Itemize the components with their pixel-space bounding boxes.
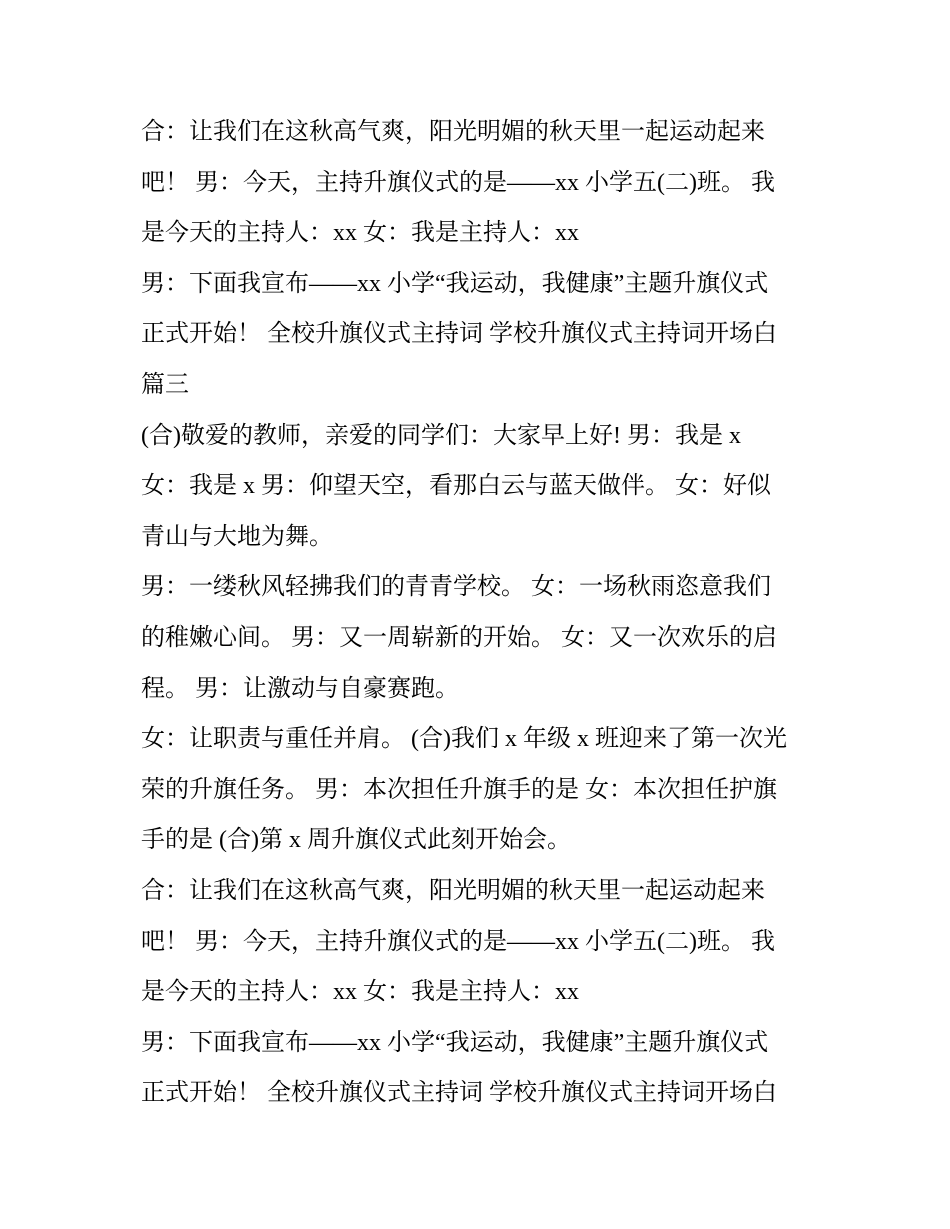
text-line: 女：我是 x 男：仰望天空，看那白云与蓝天做伴。 女：好似	[141, 473, 771, 500]
text-line: 男：下面我宣布——xx 小学“我运动，我健康”主题升旗仪式	[141, 270, 769, 297]
text-line: 合：让我们在这秋高气爽，阳光明媚的秋天里一起运动起来	[141, 119, 765, 145]
text-line: 女：让职责与重任并肩。 (合)我们 x 年级 x 班迎来了第一次光	[141, 726, 787, 753]
text-line: 是今天的主持人：xx 女：我是主持人：xx	[141, 220, 579, 247]
text-line: (合)敬爱的教师，亲爱的同学们：大家早上好! 男：我是 x	[141, 422, 741, 449]
text-line: 正式开始！ 全校升旗仪式主持词 学校升旗仪式主持词开场白	[141, 321, 777, 348]
text-line: 吧！ 男：今天，主持升旗仪式的是——xx 小学五(二)班。 我	[141, 928, 775, 955]
text-line: 合：让我们在这秋高气爽，阳光明媚的秋天里一起运动起来	[141, 877, 765, 904]
text-line: 青山与大地为舞。	[141, 523, 333, 550]
text-line: 荣的升旗任务。 男：本次担任升旗手的是 女：本次担任护旗	[141, 776, 777, 803]
text-line: 程。 男：让激动与自豪赛跑。	[141, 675, 459, 702]
text-line: 的稚嫩心间。 男：又一周崭新的开始。 女：又一次欢乐的启	[141, 624, 777, 651]
text-line: 篇三	[141, 371, 189, 398]
text-line: 是今天的主持人：xx 女：我是主持人：xx	[141, 979, 579, 1006]
text-line: 男：一缕秋风轻拂我们的青青学校。 女：一场秋雨恣意我们	[141, 574, 771, 601]
document-body	[141, 107, 821, 1119]
text-line: 吧！ 男：今天，主持升旗仪式的是——xx 小学五(二)班。 我	[141, 169, 775, 196]
text-line: 男：下面我宣布——xx 小学“我运动，我健康”主题升旗仪式	[141, 1029, 769, 1056]
text-line: 手的是 (合)第 x 周升旗仪式此刻开始会。	[141, 827, 571, 854]
text-line: 正式开始！ 全校升旗仪式主持词 学校升旗仪式主持词开场白	[141, 1080, 777, 1107]
